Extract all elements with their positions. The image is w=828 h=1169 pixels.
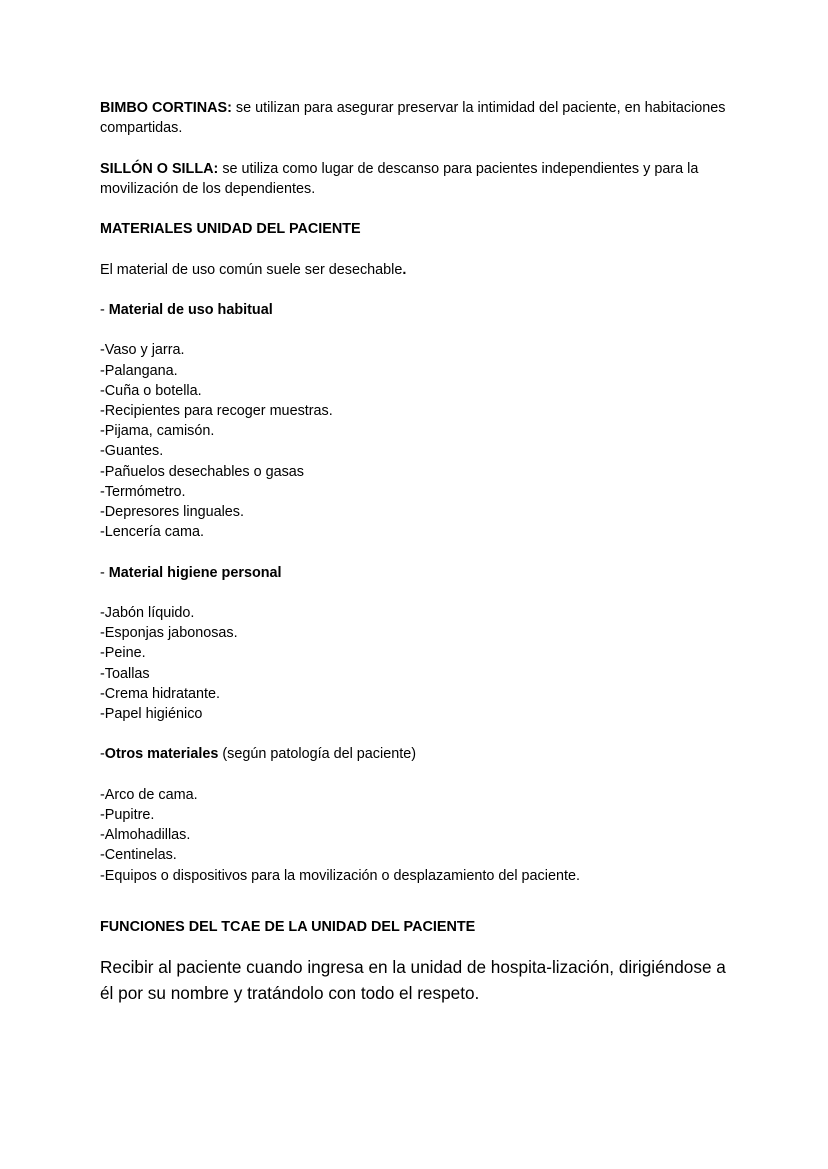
- subheading-prefix: -: [100, 564, 109, 581]
- list-item: -Papel higiénico: [100, 705, 203, 722]
- list-item: -Jabón líquido.: [100, 604, 195, 621]
- functions-paragraph: Recibir al paciente cuando ingresa en la unidad de hospita-lización, dirigiéndose a él por su nombre y tratándolo con todo el respeto.: [100, 956, 726, 1003]
- list-hygiene: [100, 603, 740, 724]
- subheading-habitual: [100, 300, 740, 320]
- document-page: [100, 98, 740, 1006]
- subheading-prefix: -: [100, 301, 109, 318]
- list-item: -Centinelas.: [100, 847, 177, 864]
- subheading-note: (según patología del paciente): [218, 746, 417, 763]
- list-item: -Equipos o dispositivos para la movilización o desplazamiento del paciente.: [100, 867, 580, 884]
- subheading-hygiene: [100, 563, 740, 583]
- subheading-others: [100, 744, 740, 764]
- definition-term: SILLÓN O SILLA:: [100, 160, 219, 177]
- section-heading-materials: MATERIALES UNIDAD DEL PACIENTE: [100, 221, 361, 238]
- list-item: -Depresores linguales.: [100, 503, 244, 520]
- definition-curtains: [100, 98, 740, 138]
- list-item: -Vaso y jarra.: [100, 342, 185, 359]
- list-habitual: [100, 340, 740, 542]
- materials-intro: [100, 260, 740, 280]
- list-item: -Crema hidratante.: [100, 685, 220, 702]
- list-item: -Pupitre.: [100, 806, 155, 823]
- materials-intro-text: El material de uso común suele ser desechable: [100, 261, 403, 278]
- subheading-title: Material de uso habitual: [108, 301, 273, 318]
- list-others: [100, 785, 740, 886]
- definition-term: BIMBO CORTINAS:: [100, 100, 232, 116]
- list-item: -Lencería cama.: [100, 524, 204, 541]
- subheading-title: Otros materiales: [104, 746, 219, 763]
- list-item: -Cuña o botella.: [100, 382, 202, 399]
- list-item: -Toallas: [100, 665, 150, 682]
- definition-text: se utilizan para asegurar preservar la intimidad del paciente, en habitaciones compartidas.: [100, 100, 726, 137]
- list-item: -Pijama, camisón.: [100, 423, 215, 440]
- list-item: -Palangana.: [100, 362, 178, 379]
- list-item: -Termómetro.: [100, 483, 186, 500]
- list-item: -Recipientes para recoger muestras.: [100, 402, 333, 419]
- definition-text: se utiliza como lugar de descanso para pacientes independientes y para la movilización de los dependientes.: [100, 160, 699, 197]
- subheading-prefix: -: [100, 746, 105, 763]
- list-item: -Esponjas jabonosas.: [100, 625, 238, 642]
- materials-intro-end: .: [402, 261, 407, 278]
- list-item: -Arco de cama.: [100, 786, 198, 803]
- list-item: -Guantes.: [100, 443, 164, 460]
- list-item: -Peine.: [100, 645, 146, 662]
- definition-chair: [100, 159, 740, 199]
- list-item: -Almohadillas.: [100, 827, 191, 844]
- section-heading-functions: FUNCIONES DEL TCAE DE LA UNIDAD DEL PACIENTE: [100, 918, 476, 935]
- list-item: -Pañuelos desechables o gasas: [100, 463, 305, 480]
- subheading-title: Material higiene personal: [108, 564, 282, 581]
